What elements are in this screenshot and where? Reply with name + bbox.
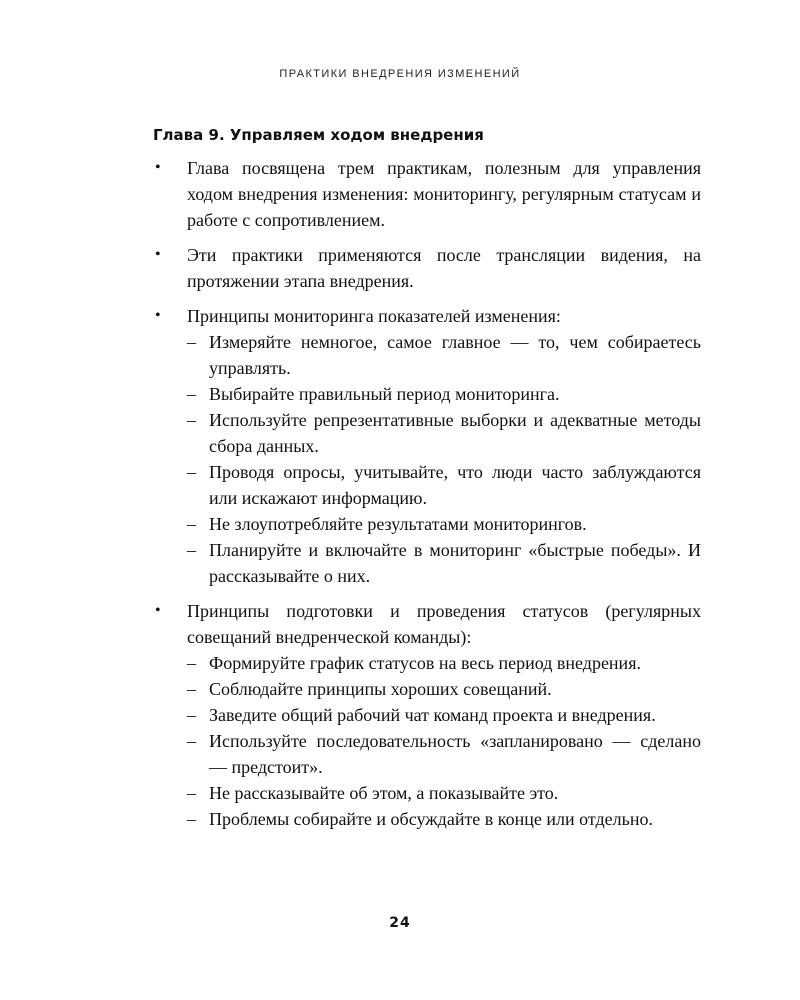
bullet-item — [153, 303, 701, 589]
bullet-marker: • — [155, 602, 161, 619]
sub-item — [187, 459, 701, 511]
running-header: ПРАКТИКИ ВНЕДРЕНИЯ ИЗМЕНЕНИЙ — [279, 68, 521, 80]
bullet-item — [153, 155, 701, 233]
sub-item-text: Соблюдайте принципы хороших совещаний. — [209, 679, 552, 699]
dash-marker: – — [187, 679, 196, 699]
sub-item — [187, 806, 701, 832]
sub-item — [187, 537, 701, 589]
sub-list — [187, 650, 701, 832]
sub-item-text: Заведите общий рабочий чат команд проекта и внедрения. — [209, 705, 656, 725]
sub-item — [187, 676, 701, 702]
sub-item-text: Используйте репрезентативные выборки и адекватные методы сбора данных. — [209, 410, 701, 456]
page-number: 24 — [389, 915, 411, 931]
sub-item-text: Формируйте график статусов на весь период внедрения. — [209, 653, 641, 673]
sub-item-text: Выбирайте правильный период мониторинга. — [209, 384, 560, 404]
sub-item — [187, 650, 701, 676]
dash-marker: – — [187, 514, 196, 534]
sub-list — [187, 329, 701, 589]
bullet-list — [153, 155, 701, 832]
sub-item-text: Планируйте и включайте в мониторинг «быстрые победы». И рассказывайте о них. — [209, 540, 701, 586]
sub-item — [187, 511, 701, 537]
dash-marker: – — [187, 653, 196, 673]
sub-item-text: Не злоупотребляйте результатами мониторингов. — [209, 514, 587, 534]
dash-marker: – — [187, 809, 196, 829]
bullet-text: Эти практики применяются после трансляции видения, на протяжении этапа внедрения. — [187, 245, 701, 291]
page-content — [153, 124, 701, 841]
dash-marker: – — [187, 332, 196, 352]
sub-item-text: Проводя опросы, учитывайте, что люди часто заблуждаются или искажают информацию. — [209, 462, 701, 508]
bullet-text: Принципы подготовки и проведения статусов (регулярных совещаний внедренческой команды): — [187, 601, 701, 647]
chapter-title: Глава 9. Управляем ходом внедрения — [153, 126, 484, 144]
sub-item — [187, 407, 701, 459]
sub-item-text: Измеряйте немногое, самое главное — то, чем собираетесь управлять. — [209, 332, 701, 378]
dash-marker: – — [187, 783, 196, 803]
sub-item-text: Не рассказывайте об этом, а показывайте это. — [209, 783, 559, 803]
sub-item-text: Проблемы собирайте и обсуждайте в конце или отдельно. — [209, 809, 653, 829]
dash-marker: – — [187, 462, 196, 482]
dash-marker: – — [187, 731, 196, 751]
bullet-item — [153, 598, 701, 832]
sub-item — [187, 780, 701, 806]
bullet-marker: • — [155, 246, 161, 263]
sub-item — [187, 702, 701, 728]
dash-marker: – — [187, 410, 196, 430]
bullet-text: Принципы мониторинга показателей изменения: — [187, 306, 561, 326]
sub-item — [187, 728, 701, 780]
dash-marker: – — [187, 384, 196, 404]
dash-marker: – — [187, 540, 196, 560]
bullet-marker: • — [155, 159, 161, 176]
sub-item-text: Используйте последовательность «запланировано — сделано — предстоит». — [209, 731, 701, 777]
sub-item — [187, 329, 701, 381]
sub-item — [187, 381, 701, 407]
bullet-text: Глава посвящена трем практикам, полезным для управления ходом внедрения изменения: мониторингу, регулярным статусам и работе с сопротивлением. — [187, 158, 701, 230]
bullet-item — [153, 242, 701, 294]
bullet-marker: • — [155, 307, 161, 324]
dash-marker: – — [187, 705, 196, 725]
